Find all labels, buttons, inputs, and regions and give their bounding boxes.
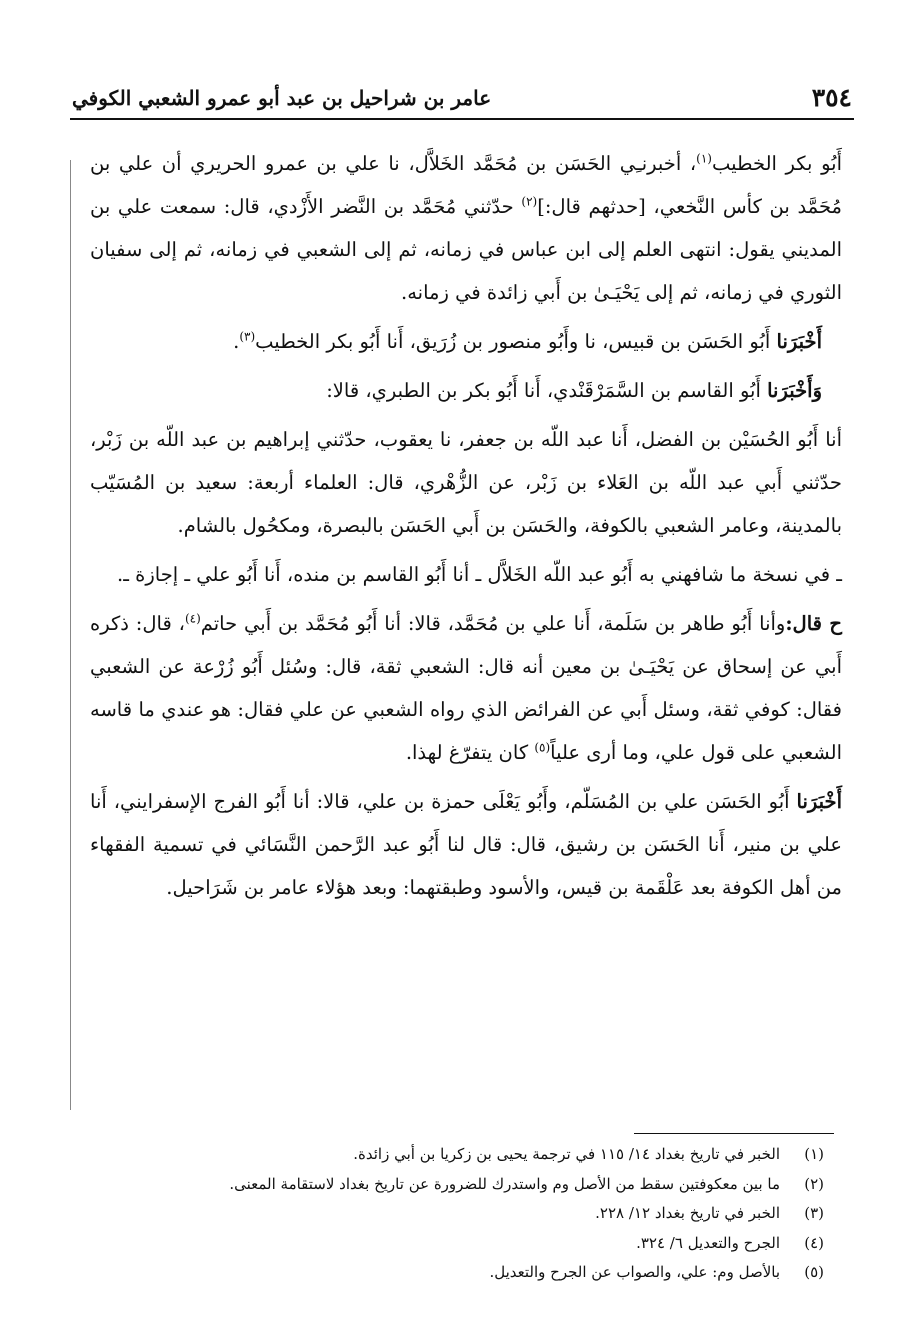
paragraph-2 — [90, 320, 842, 363]
main-text — [90, 142, 842, 915]
footnote-ref-2: (٢) — [521, 194, 538, 209]
footnote-item — [90, 1258, 824, 1288]
footnote-text: الخبر في تاريخ بغداد ١٤/ ١١٥ في ترجمة يحيى بن زكريا بن أبي زائدة. — [353, 1145, 780, 1163]
margin-rule — [70, 160, 71, 1110]
paragraph-1-part-a: أَبُو بكر الخطيب — [711, 152, 842, 175]
paragraph-1-part-b: ، أخبرنـِي الحَسَن بن مُحَمَّد الخَلاَّل، نا علي بن عمرو الحريري أن علي بن مُحَمَّد بن كأس النَّخعي، [حدثهم قال:] — [90, 152, 842, 218]
paragraph-5: ـ في نسخة ما شافهني به أَبُو عبد اللّه الخَلاَّل ـ أنا أَبُو القاسم بن منده، أَنا أَبُو علي ـ إجازة ـ. — [117, 563, 842, 586]
paragraph-1 — [90, 142, 842, 314]
footnote-number: (٤) — [804, 1233, 824, 1252]
paragraph-3 — [90, 369, 842, 412]
paragraph-6-lead: ح قال: — [785, 612, 842, 635]
paragraph-2-lead: أَخْبَرَنا — [776, 330, 822, 353]
footnote-number: (١) — [804, 1145, 824, 1163]
footnote-item — [90, 1140, 824, 1170]
footnote-text: ما بين معكوفتين سقط من الأصل وم واستدرك للضرورة عن تاريخ بغداد لاستقامة المعنى. — [229, 1174, 780, 1193]
footnote-number: (٣) — [804, 1204, 824, 1222]
footnote-text: الخبر في تاريخ بغداد ١٢/ ٢٢٨. — [595, 1204, 780, 1222]
paragraph-6-part-b: ، قال: ذكره أَبي عن إسحاق عن يَحْيَـىٰ بن معين أنه قال: الشعبي ثقة، قال: وسُئل أَبُو زُرْعة عن الشعبي فقال: كوفي ثقة، وسئل أَبي عن الفرائض الذي رواه الشعبي عن علي فقال: هو عندي ما قاسه الشعبي على قول علي، وما أرى علياً — [90, 612, 842, 764]
footnote-text: بالأصل وم: علي، والصواب عن الجرح والتعديل. — [489, 1263, 780, 1281]
footnote-divider — [634, 1133, 834, 1134]
footnote-ref-1: (١) — [696, 151, 712, 166]
header-rule — [70, 118, 854, 120]
footnote-number: (٥) — [804, 1263, 824, 1281]
footnote-item — [90, 1229, 824, 1259]
footnote-ref-4: (٤) — [184, 611, 201, 626]
paragraph-3-lead: وَأَخْبَرَنا — [767, 379, 822, 402]
paragraph-6-part-c: كان يتفرّغ لهذا. — [405, 741, 535, 764]
footnote-item — [90, 1170, 824, 1200]
paragraph-7-lead: أَخْبَرَنا — [796, 790, 842, 813]
paragraph-3-text: أَبُو القاسم بن السَّمَرْقَنْدي، أَنا أَبُو بكر بن الطبري، قالا: — [326, 379, 768, 402]
paragraph-2-text: أَبُو الحَسَن بن قبيس، نا وأَبُو منصور بن زُرَيق، أَنا أَبُو بكر الخطيب — [255, 330, 777, 353]
footnote-ref-5: (٥) — [534, 740, 551, 755]
paragraph-6-part-a: وأنا أَبُو طاهر بن سَلَمة، أَنا علي بن مُحَمَّد، قالا: أنا أَبُو مُحَمَّد بن أَبي حاتم — [200, 612, 786, 635]
footnote-item — [90, 1199, 824, 1229]
footnote-number: (٢) — [804, 1174, 824, 1193]
paragraph-7-text: أَبُو الحَسَن علي بن المُسَلّم، وأَبُو يَعْلَى حمزة بن علي، قالا: أنا أَبُو الفرج الإسفرايني، أَنا علي بن منير، أَنا الحَسَن بن رشيق، قال: قال لنا أَبُو عبد الرَّحمن النَّسَائي في تسمية الفقهاء من أهل الكوفة بعد عَلْقَمة بن قيس، والأسود وطبقتهما: وبعد هؤلاء عامر بن شَرَاحيل. — [90, 790, 842, 899]
running-title: عامر بن شراحيل بن عبد أبو عمرو الشعبي الكوفي — [72, 86, 492, 110]
page-number: ٣٥٤ — [811, 83, 852, 112]
footnote-ref-3: (٣) — [239, 329, 256, 344]
paragraph-7 — [90, 780, 842, 909]
footnotes — [90, 1140, 824, 1288]
paragraph-2-end: . — [233, 330, 240, 353]
paragraph-1-part-c: حدّثني مُحَمَّد بن النَّضر الأَزْدي، قال: سمعت علي بن المديني يقول: انتهى العلم إلى ابن عباس في زمانه، ثم إلى الشعبي في زمانه، ثم إلى سفيان الثوري في زمانه، ثم إلى يَحْيَـىٰ بن أَبي زائدة في زمانه. — [90, 195, 842, 304]
footnote-text: الجرح والتعديل ٦/ ٣٢٤. — [636, 1233, 780, 1252]
page-header — [72, 76, 852, 116]
paragraph-4: أنا أَبُو الحُسَيْن بن الفضل، أَنا عبد اللّه بن جعفر، نا يعقوب، حدّثني إبراهيم بن عبد اللّه بن زَبْر، حدّثني أَبي عبد اللّه بن العَلاء بن زَبْر، عن الزُّهْري، قال: العلماء أربعة: سعيد بن المُسَيّب بالمدينة، وعامر الشعبي بالكوفة، والحَسَن بن أَبي الحَسَن بالبصرة، ومكحُول بالشام. — [90, 428, 842, 537]
paragraph-6 — [90, 602, 842, 774]
